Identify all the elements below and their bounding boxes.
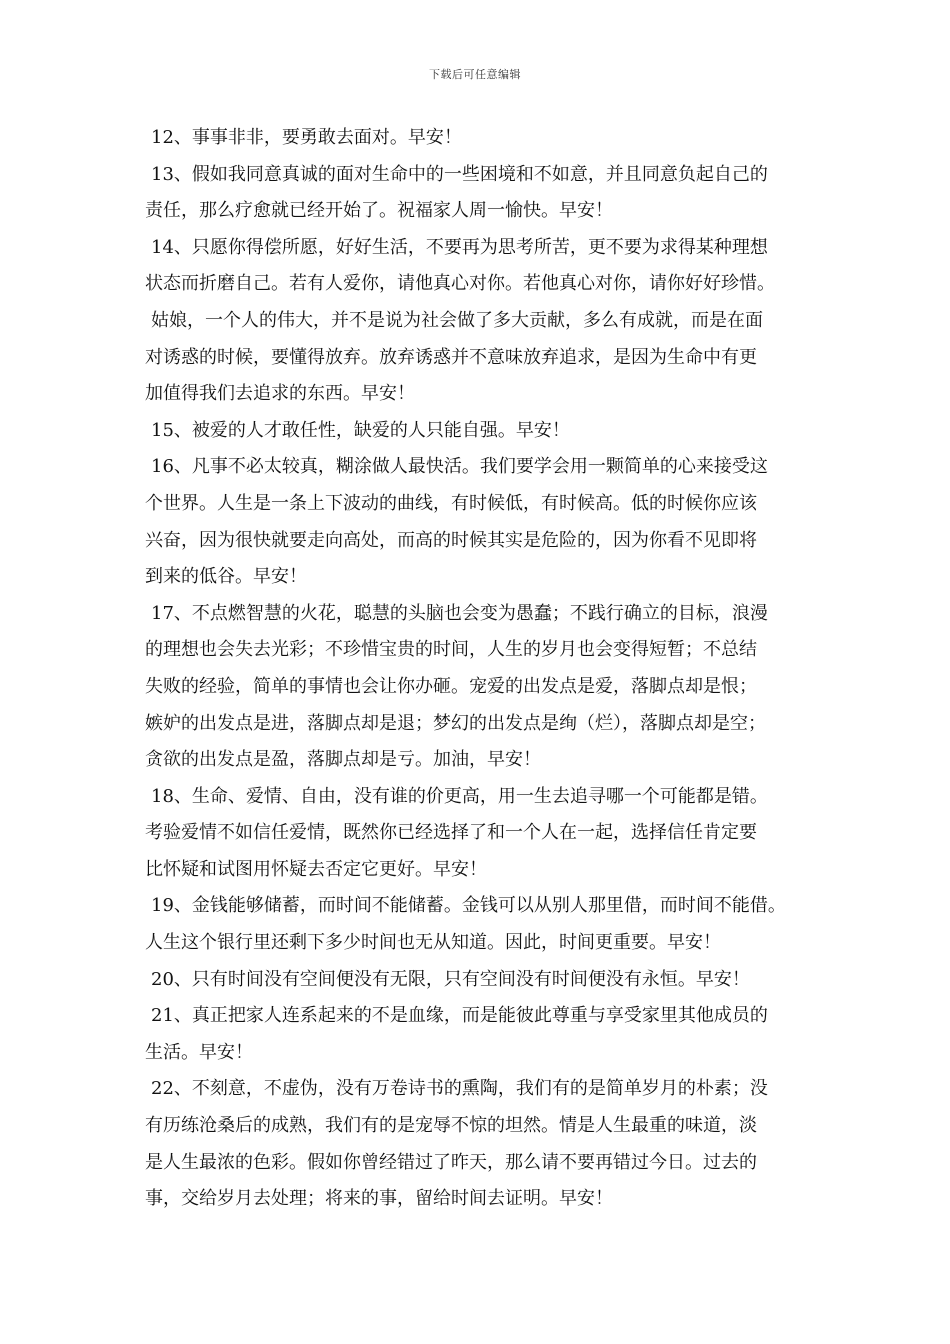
text-line: 考验爱情不如信任爱情，既然你已经选择了和一个人在一起，选择信任肯定要	[145, 822, 757, 844]
text-line: 生活。早安！	[145, 1041, 253, 1063]
text-line: 22、不刻意，不虚伪，没有万卷诗书的熏陶，我们有的是简单岁月的朴素；没	[151, 1078, 768, 1100]
text-line: 嫉妒的出发点是进，落脚点却是退；梦幻的出发点是绚（烂），落脚点却是空；	[145, 712, 766, 734]
text-line: 19、金钱能够储蓄，而时间不能储蓄。金钱可以从别人那里借，而时间不能借。	[151, 895, 786, 917]
text-line: 人生这个银行里还剩下多少时间也无从知道。因此，时间更重要。早安！	[145, 932, 721, 954]
text-line: 18、生命、爱情、自由，没有谁的价更高，用一生去追寻哪一个可能都是错。	[151, 785, 768, 807]
text-line: 加值得我们去追求的东西。早安！	[145, 383, 415, 405]
text-line: 20、只有时间没有空间便没有无限，只有空间没有时间便没有永恒。早安！	[151, 968, 750, 990]
text-line: 16、凡事不必太较真，糊涂做人最快活。我们要学会用一颗简单的心来接受这	[151, 456, 768, 478]
text-line: 姑娘，一个人的伟大，并不是说为社会做了多大贡献，多么有成就，而是在面	[151, 309, 763, 331]
text-line: 17、不点燃智慧的火花，聪慧的头脑也会变为愚蠢；不践行确立的目标，浪漫	[151, 602, 768, 624]
text-line: 12、事事非非，要勇敢去面对。早安！	[151, 127, 462, 148]
text-line: 的理想也会失去光彩；不珍惜宝贵的时间，人生的岁月也会变得短暂；不总结	[145, 639, 757, 661]
text-line: 失败的经验，简单的事情也会让你办砸。宠爱的出发点是爱，落脚点却是恨；	[145, 675, 757, 697]
text-line: 贪欲的出发点是盈，落脚点却是亏。加油，早安！	[145, 749, 541, 771]
text-line: 比怀疑和试图用怀疑去否定它更好。早安！	[145, 858, 487, 880]
text-line: 责任，那么疗愈就已经开始了。祝福家人周一愉快。早安！	[145, 200, 613, 222]
text-line: 状态而折磨自己。若有人爱你，请他真心对你。若他真心对你，请你好好珍惜。	[145, 273, 775, 295]
text-line: 个世界。人生是一条上下波动的曲线，有时候低，有时候高。低的时候你应该	[145, 492, 757, 514]
text-line: 有历练沧桑后的成熟，我们有的是宠辱不惊的坦然。情是人生最重的味道，淡	[145, 1115, 757, 1137]
text-line: 13、假如我同意真诚的面对生命中的一些困境和不如意，并且同意负起自己的	[151, 163, 768, 185]
text-line: 是人生最浓的色彩。假如你曾经错过了昨天，那么请不要再错过今日。过去的	[145, 1151, 757, 1173]
text-line: 事，交给岁月去处理；将来的事，留给时间去证明。早安！	[145, 1188, 613, 1210]
document-body	[145, 120, 825, 1218]
text-line: 兴奋，因为很快就要走向高处，而高的时候其实是危险的，因为你看不见即将	[145, 529, 757, 551]
text-line: 15、被爱的人才敢任性，缺爱的人只能自强。早安！	[151, 419, 570, 441]
text-line: 对诱惑的时候，要懂得放弃。放弃诱惑并不意味放弃追求，是因为生命中有更	[145, 346, 757, 368]
text-line: 21、真正把家人连系起来的不是血缘，而是能彼此尊重与享受家里其他成员的	[151, 1005, 768, 1027]
page-header: 下载后可任意编辑	[429, 68, 521, 81]
text-line: 14、只愿你得偿所愿，好好生活，不要再为思考所苦，更不要为求得某种理想	[151, 236, 768, 258]
text-line: 到来的低谷。早安！	[145, 566, 307, 588]
